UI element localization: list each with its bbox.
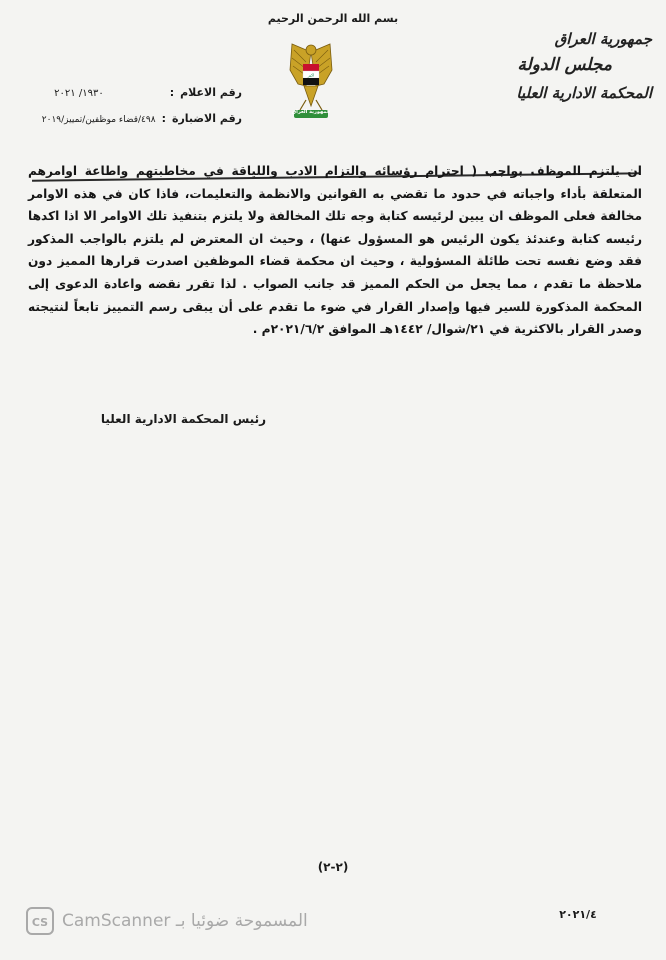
issuer-country: جمهورية العراق bbox=[554, 30, 652, 48]
issuer-header bbox=[482, 28, 652, 106]
decision-body bbox=[28, 160, 642, 341]
signature-title: رئيس المحكمة الادارية العليا bbox=[100, 412, 266, 426]
watermark-text: CamScanner المسموحة ضوئيا بـ bbox=[62, 911, 308, 931]
basmala: بسم الله الرحمن الرحيم bbox=[267, 12, 399, 25]
file-number-value: ٤٩٨/قضاء موظفين/تمييز/٢٠١٩ bbox=[41, 115, 156, 125]
iraq-eagle-emblem-icon bbox=[286, 40, 336, 130]
svg-text:CS: CS bbox=[31, 916, 49, 929]
camscanner-watermark bbox=[26, 906, 308, 936]
decision-paragraph: ان يلتزم الموظف بواجب ( احترام رؤسائه والتزام الادب واللياقة في مخاطبتهم واطاعة اوامرهم المتعلقة بأداء واجباته في حدود ما تقضي به القوانين والانظمة والتعليمات، فاذا كان في هذه الاوامر مخالفة فعلى الموظف ان يبين لرئيسه كتابة وجه تلك المخالفة ولا يلتزم بتنفيذ تلك الاوامر الا اذا اكدها رئيسه كتابة وعندئذ يكون الرئيس هو المسؤول عنها) ، وحيث ان المعترض لم يلتزم بالواجب المذكور فقد وضع نفسه تحت طائلة المسؤولية ، وحيث ان محكمة قضاء الموظفين اصدرت قرارها المميز دون ملاحظة ما تقدم ، مما يجعل من الحكم المميز قد جانب الصواب . لذا تقرر نقضه واعادة الدعوى إلى المحكمة المذكورة للسير فيها وإصدار القرار في ضوء ما تقدم على أن يبقى رسم التمييز تابعاً لنتيجته وصدر القرار بالاكثرية في ٢١/شوال/ ١٤٤٢هـ الموافق ٢٠٢١/٦/٢م . bbox=[28, 164, 642, 337]
emblem-caption: جمهورية العراق bbox=[291, 109, 331, 115]
file-number-row: رقم الاضبارة : ٤٩٨/قضاء موظفين/تمييز/٢٠١٩ bbox=[41, 112, 242, 125]
bottom-date: ٢٠٢١/٤ bbox=[559, 908, 597, 921]
page-number: (٢-٢) bbox=[317, 860, 349, 874]
camscanner-logo-icon bbox=[26, 907, 54, 935]
svg-text:اكبر: اكبر bbox=[307, 72, 315, 78]
issuer-council: مجلس الدولة bbox=[517, 55, 612, 75]
reference-block bbox=[12, 86, 242, 138]
notice-number-row: رقم الاعلام : ١٩٣٠/ ٢٠٢١ bbox=[54, 86, 242, 99]
file-number-label: رقم الاضبارة bbox=[171, 112, 242, 125]
notice-number-label: رقم الاعلام bbox=[180, 86, 242, 99]
issuer-court: المحكمة الادارية العليا bbox=[516, 84, 652, 102]
notice-number-value: ١٩٣٠/ ٢٠٢١ bbox=[54, 88, 104, 99]
